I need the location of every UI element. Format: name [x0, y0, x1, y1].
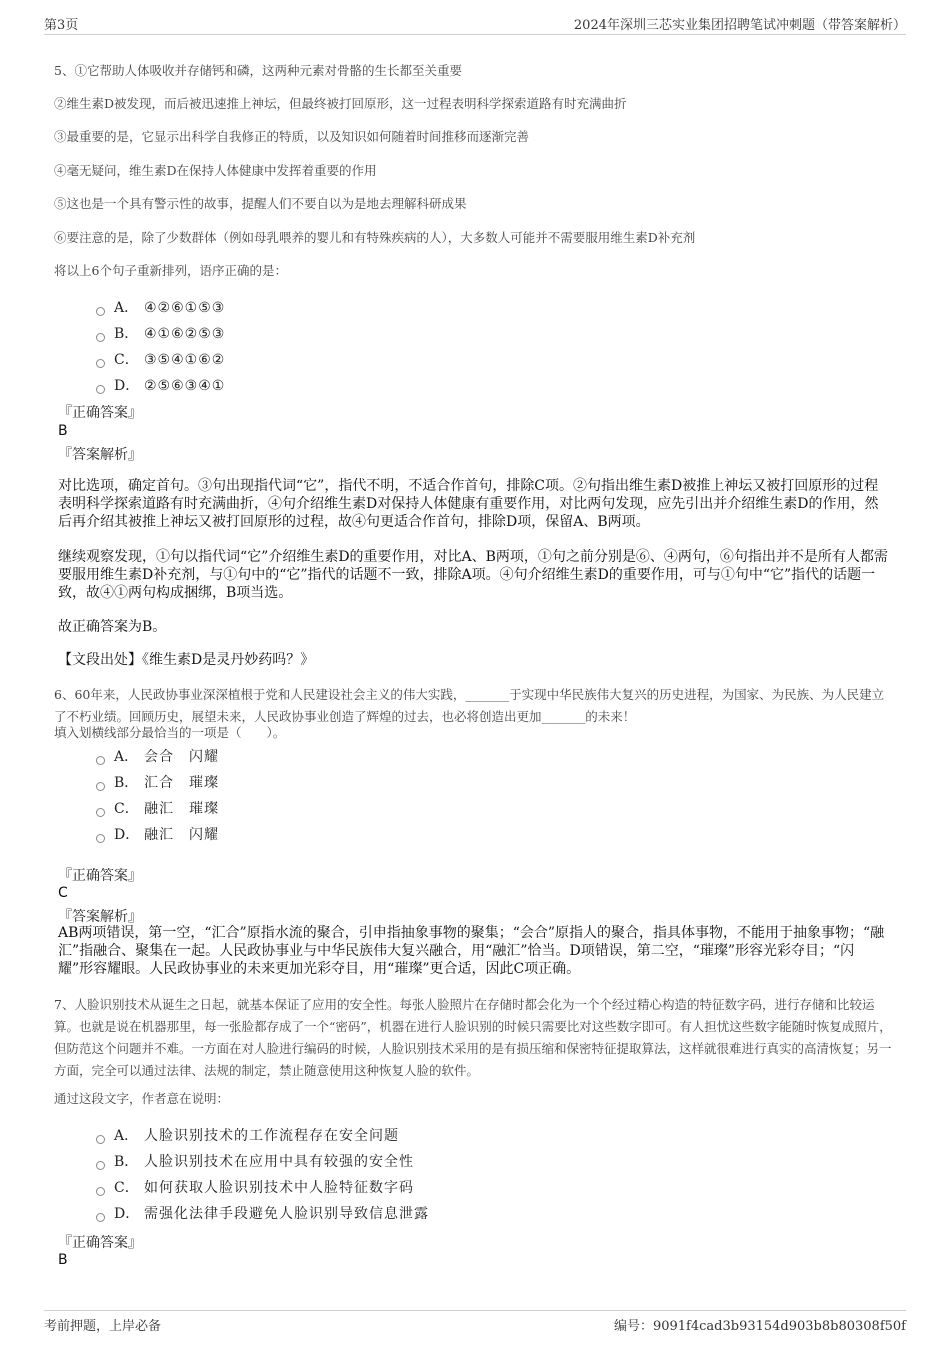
q7-option-b[interactable]: B． 人脸识别技术在应用中具有较强的安全性 [96, 1150, 414, 1174]
q5-option-b[interactable]: B． ④①⑥②⑤③ [96, 322, 225, 346]
document-title: 2024年深圳三芯实业集团招聘笔试冲刺题（带答案解析） [573, 18, 906, 33]
q5-analysis-p1: 对比选项，确定首句。③句出现指代词“它”，指代不明，不适合作首句，排除C项。②句指出维生素D被推上神坛又被打回原形的过程表明科学探索道路有时充满曲折，④句介绍维生素D对保持人体健康有重要作用，对比两句发现，应先引出并介绍维生素D的作用，然后再介绍其被推上神坛又被打回原形的过程，故④句更适合作首句，排除D项，保留A、B两项。 [58, 478, 879, 530]
q6-analysis: AB两项错误，第一空，“汇合”原指水流的聚合，引申指抽象事物的聚集；“会合”原指人的聚合，指具体事物，不能用于抽象事物；“融汇”指融合、聚集在一起。人民政协事业与中华民族伟大复兴融合，用“融汇”恰当。D项错误，第二空，“璀璨”形容光彩夺目；“闪耀”形容耀眼。人民政协事业的未来更加光彩夺目，用“璀璨”更合适，因此C项正确。 [58, 925, 885, 977]
q5-sentence-5: ⑤这也是一个具有警示性的故事，提醒人们不要自以为是地去理解科研成果 [54, 196, 467, 211]
page-header [44, 12, 906, 35]
radio-icon[interactable] [96, 1213, 105, 1222]
q6-answer: C [58, 885, 68, 901]
radio-icon[interactable] [96, 808, 105, 817]
q7-answer: B [58, 1252, 68, 1268]
q7-option-a[interactable]: A． 人脸识别技术的工作流程存在安全问题 [96, 1124, 399, 1148]
q7-stem: 7、人脸识别技术从诞生之日起，就基本保证了应用的安全性。每张人脸照片在存储时都会化为一个个经过精心构造的特征数字码，进行存储和比较运算。也就是说在机器那里，每一张脸都存成了一个“密码”，机器在进行人脸识别的时候只需要比对这些数字即可。有人担忧这些数字能随时恢复成照片，但防范这个问题并不难。一方面在对人脸进行编码的时候，人脸识别技术采用的是有损压缩和保密特征提取算法，这样就很难进行真实的高清恢复；另一方面，完全可以通过法律、法规的制定，禁止随意使用这种恢复人脸的软件。 [54, 997, 892, 1078]
q5-analysis-p2: 继续观察发现，①句以指代词“它”介绍维生素D的重要作用，对比A、B两项，①句之前分别是⑥、④两句，⑥句指出并不是所有人都需要服用维生素D补充剂，与①句中的“它”指代的话题不一致，排除A项。④句介绍维生素D的重要作用，可与①句中“它”指代的话题一致，故④①两句构成捆绑，B项当选。 [58, 549, 888, 601]
q5-sentence-2: ②维生素D被发现，而后被迅速推上神坛，但最终被打回原形，这一过程表明科学探索道路有时充满曲折 [54, 96, 627, 111]
radio-icon[interactable] [96, 385, 105, 394]
q7-option-d[interactable]: D． 需强化法律手段避免人脸识别导致信息泄露 [96, 1202, 429, 1226]
q5-option-a[interactable]: A． ④②⑥①⑤③ [96, 296, 225, 320]
q6-option-b[interactable]: B． 汇合 璀璨 [96, 771, 219, 795]
q6-stem: 6、60年来，人民政协事业深深植根于党和人民建设社会主义的伟大实践，_______于实现中华民族伟大复兴的历史进程，为国家、为民族、为人民建立了不朽业绩。回顾历史，展望未来，人民政协事业创造了辉煌的过去，也必将创造出更加_______的未来！ [54, 687, 885, 724]
q5-source: 【文段出处】《维生素D是灵丹妙药吗？》 [58, 652, 315, 668]
page-footer [44, 1310, 906, 1335]
document-code: 编号：9091f4cad3b93154d903b8b80308f50f [613, 1319, 906, 1334]
q6-answer-label: 『正确答案』 [58, 868, 142, 884]
q5-sentence-6: ⑥要注意的是，除了少数群体（例如母乳喂养的婴儿和有特殊疾病的人），大多数人可能并不需要服用维生素D补充剂 [54, 230, 696, 245]
q5-option-d[interactable]: D． ②⑤⑥③④① [96, 374, 225, 398]
q6-option-d[interactable]: D． 融汇 闪耀 [96, 823, 219, 847]
q5-prompt: 将以上6个句子重新排列，语序正确的是： [54, 263, 287, 278]
q5-sentence-3: ③最重要的是，它显示出科学自我修正的特质，以及知识如何随着时间推移而逐渐完善 [54, 129, 530, 144]
q5-analysis-label: 『答案解析』 [58, 447, 142, 463]
footer-slogan: 考前押题，上岸必备 [44, 1319, 162, 1334]
q5-analysis-p3: 故正确答案为B。 [58, 619, 167, 635]
q6-option-c[interactable]: C． 融汇 璀璨 [96, 797, 219, 821]
q5-sentence-1: 5、①它帮助人体吸收并存储钙和磷，这两种元素对骨骼的生长都至关重要 [54, 63, 462, 78]
q7-option-c[interactable]: C． 如何获取人脸识别技术中人脸特征数字码 [96, 1176, 414, 1200]
radio-icon[interactable] [96, 333, 105, 342]
radio-icon[interactable] [96, 1187, 105, 1196]
q7-prompt: 通过这段文字，作者意在说明： [54, 1091, 230, 1106]
q5-answer-label: 『正确答案』 [58, 405, 142, 421]
q5-option-c[interactable]: C． ③⑤④①⑥② [96, 348, 225, 372]
radio-icon[interactable] [96, 834, 105, 843]
radio-icon[interactable] [96, 359, 105, 368]
radio-icon[interactable] [96, 307, 105, 316]
q5-sentence-4: ④毫无疑问，维生素D在保持人体健康中发挥着重要的作用 [54, 163, 377, 178]
radio-icon[interactable] [96, 756, 105, 765]
radio-icon[interactable] [96, 782, 105, 791]
radio-icon[interactable] [96, 1135, 105, 1144]
q7-answer-label: 『正确答案』 [58, 1235, 142, 1251]
q6-prompt: 填入划横线部分最恰当的一项是（ ）。 [54, 725, 286, 740]
radio-icon[interactable] [96, 1161, 105, 1170]
q6-analysis-label: 『答案解析』 [58, 909, 142, 925]
page-number: 第3页 [44, 18, 79, 33]
q5-answer: B [58, 423, 68, 439]
q6-option-a[interactable]: A． 会合 闪耀 [96, 745, 219, 769]
